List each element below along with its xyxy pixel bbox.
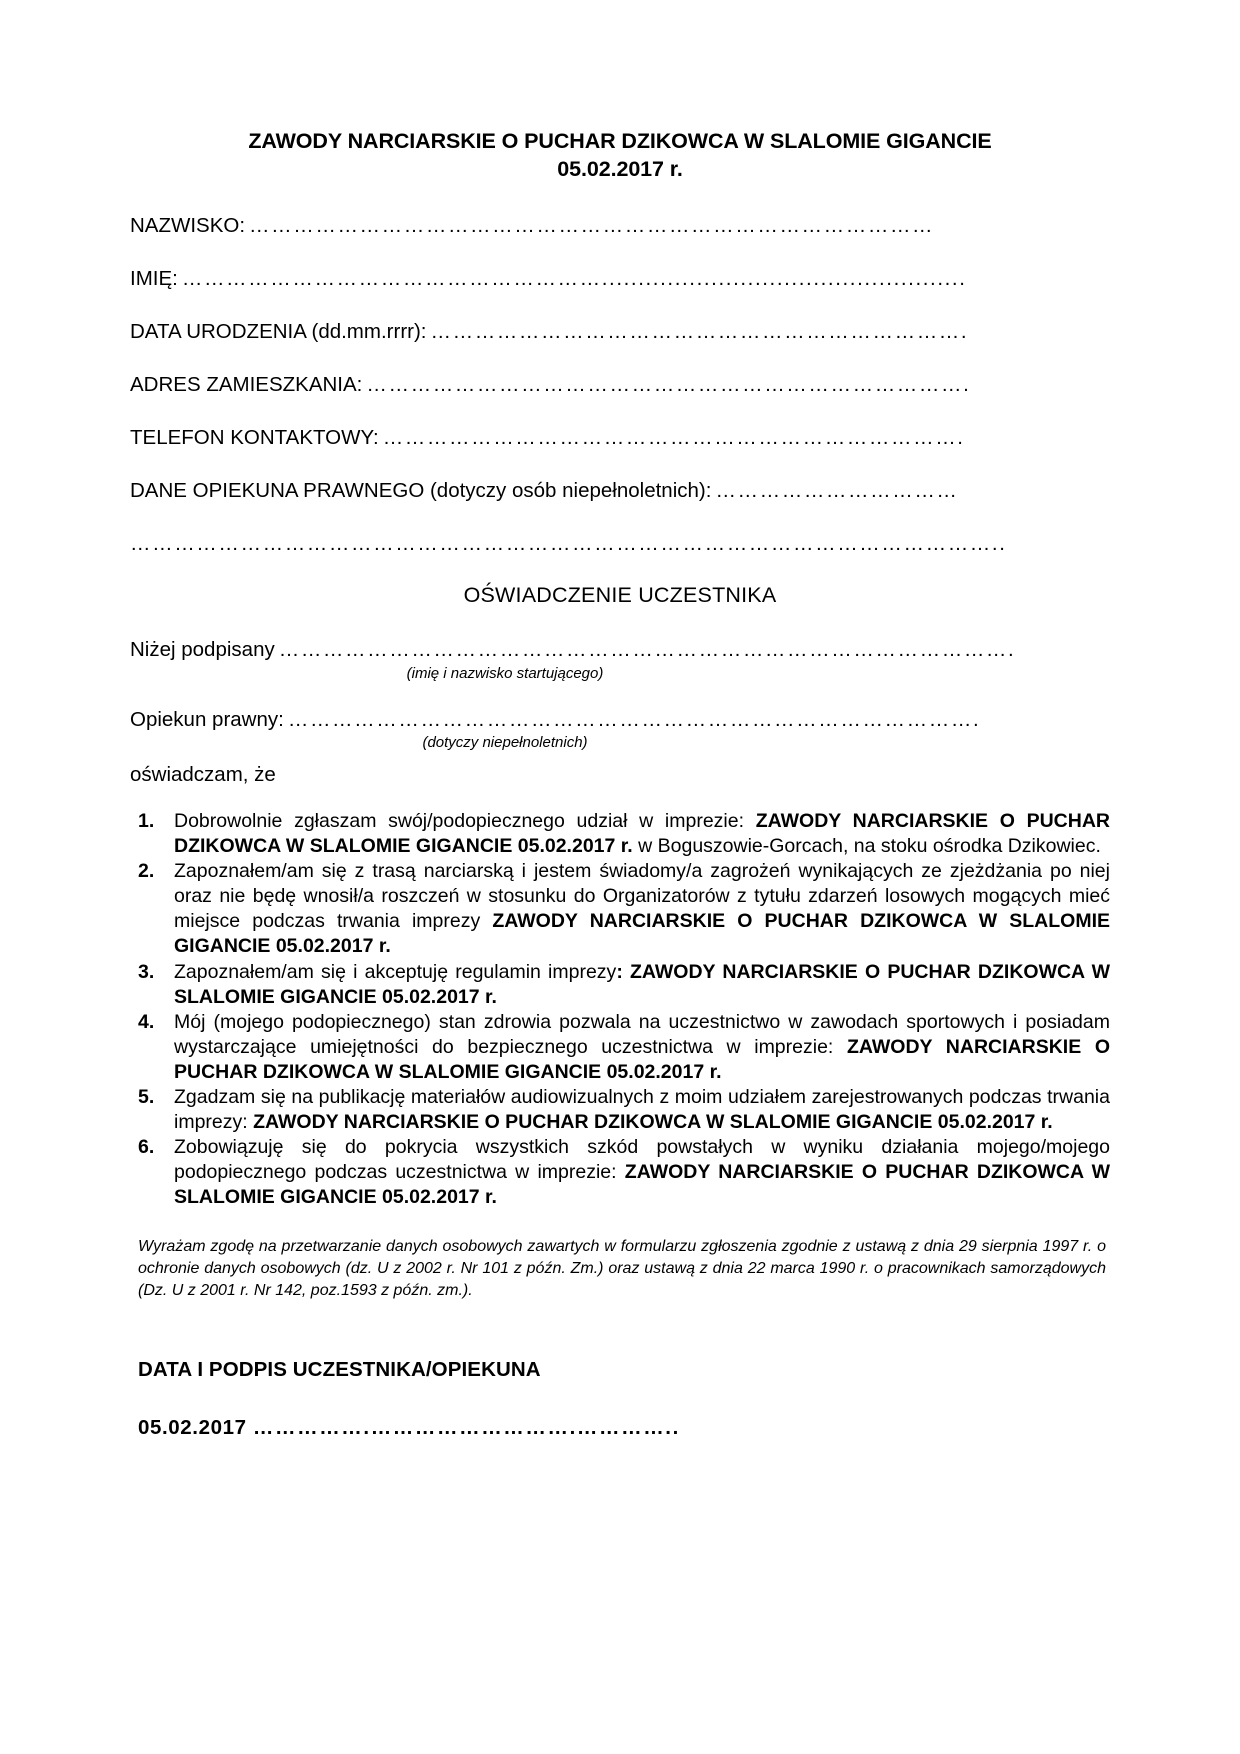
field-input-nazwisko[interactable]: …………………………………………………………………………………	[249, 213, 935, 237]
list-item-text-bold: ZAWODY NARCIARSKIE O PUCHAR DZIKOWCA W SLALOMIE GIGANCIE 05.02.2017 r.	[174, 910, 1110, 958]
signature-section-heading: DATA I PODPIS UCZESTNIKA/OPIEKUNA	[138, 1358, 541, 1382]
list-item-text-bold: ZAWODY NARCIARSKIE O PUCHAR DZIKOWCA W SLALOMIE GIGANCIE 05.02.2017 r.	[253, 1110, 1053, 1133]
page-title-line2: 05.02.2017 r.	[557, 156, 683, 181]
list-item-text-plain: Mój (mojego podopiecznego) stan zdrowia pozwala na uczestnictwo w zawodach sportowych i posiadam wystarczające umiejętności do bezpiecznego uczestnictwa w imprezie:	[174, 1010, 1110, 1058]
list-item	[130, 960, 1110, 1010]
participant-fields	[130, 214, 1110, 557]
list-item-text-plain: Zgadzam się na publikację materiałów audiowizualnych z moim udziałem zarejestrowanych podczas trwania imprezy:	[174, 1085, 1110, 1133]
signature-date-row	[130, 1416, 1110, 1440]
field-row-opiekun-prawny	[130, 479, 1110, 504]
list-item-text-plain-2: w Boguszowie-Gorcach, na stoku ośrodka Dzikowiec.	[632, 835, 1101, 858]
field-label-data-urodzenia: DATA URODZENIA (dd.mm.rrrr):	[130, 320, 427, 344]
signature-date-value: 05.02.2017	[138, 1416, 247, 1440]
section-heading-oswiadczenie: OŚWIADCZENIE UCZESTNIKA	[463, 583, 777, 608]
list-item-text-plain: Zapoznałem/am się i akceptuję regulamin imprezy	[174, 960, 617, 983]
field-label-adres: ADRES ZAMIESZKANIA:	[130, 373, 363, 397]
field-row-imie	[130, 267, 1110, 292]
list-item-text-plain: Zapoznałem/am się z trasą narciarską i jestem świadomy/a zagrożeń wynikających ze zjeżdżania po niej oraz nie będę wnosił/a roszczeń w stosunku do Organizatorów z tytułu zdarzeń losowych mogących mieć miejsce podczas trwania imprezy	[174, 860, 1110, 933]
guardian-row	[130, 708, 1110, 733]
field-input-opiekun-prawny[interactable]: ……………………………	[715, 479, 959, 503]
field-row-nazwisko	[130, 214, 1110, 239]
field-row-telefon	[130, 426, 1110, 451]
declaration-intro: oświadczam, że	[130, 763, 276, 787]
page-title-line1: ZAWODY NARCIARSKIE O PUCHAR DZIKOWCA W SLALOMIE GIGANCIE	[248, 129, 992, 153]
signature-input[interactable]: …………….……………………….…………..	[252, 1416, 680, 1440]
list-item	[130, 1085, 1110, 1135]
list-item-text-bold: ZAWODY NARCIARSKIE O PUCHAR DZIKOWCA W SLALOMIE GIGANCIE 05.02.2017 r.	[174, 810, 1110, 858]
list-item-text-plain: Zobowiązuję się do pokrycia wszystkich szkód powstałych w wyniku działania mojego/mojego podopiecznego podczas uczestnictwa w imprezie:	[174, 1135, 1110, 1183]
guardian-caption: (dotyczy niepełnoletnich)	[422, 734, 588, 752]
signatory-caption: (imię i nazwisko startującego)	[406, 664, 604, 682]
field-input-opiekun-prawny-continued[interactable]: ………………………………………………………………………………………………………..	[130, 532, 1007, 556]
field-label-nazwisko: NAZWISKO:	[130, 213, 246, 237]
field-row-data-urodzenia	[130, 320, 1110, 345]
signatory-label: Niżej podpisany	[130, 638, 275, 662]
page-title	[130, 128, 1110, 184]
list-item-text-bold: : ZAWODY NARCIARSKIE O PUCHAR DZIKOWCA W SLALOMIE GIGANCIE 05.02.2017 r.	[174, 960, 1110, 1008]
gdpr-consent-note: Wyrażam zgodę na przetwarzanie danych osobowych zawartych w formularzu zgłoszenia zgodnie z ustawą z dnia 29 sierpnia 1997 r. o ochronie danych osobowych (dz. U z 2002 r. Nr 101 z późn. Zm.) oraz ustawą z dnia 22 marca 1990 r. o pracownikach samorządowych (Dz. U z 2001 r. Nr 142, poz.1593 z późn. zm.).	[138, 1237, 1106, 1300]
list-item	[130, 1010, 1110, 1085]
field-label-opiekun-prawny: DANE OPIEKUNA PRAWNEGO (dotyczy osób niepełnoletnich):	[130, 479, 712, 503]
field-label-telefon: TELEFON KONTAKTOWY:	[130, 426, 379, 450]
signatory-row	[130, 638, 1110, 663]
signatory-input[interactable]: ……………………………………………………………………………………….	[278, 638, 1016, 662]
list-item	[130, 809, 1110, 859]
signatory-block	[130, 638, 1110, 682]
field-label-imie: IMIĘ:	[130, 266, 178, 290]
list-item	[130, 1135, 1110, 1210]
list-item-text-bold: ZAWODY NARCIARSKIE O PUCHAR DZIKOWCA W SLALOMIE GIGANCIE 05.02.2017 r.	[174, 1160, 1110, 1208]
list-item-text-plain: Dobrowolnie zgłaszam swój/podopiecznego udział w imprezie:	[174, 810, 756, 833]
list-item-text-bold: ZAWODY NARCIARSKIE O PUCHAR DZIKOWCA W SLALOMIE GIGANCIE 05.02.2017 r.	[174, 1035, 1110, 1083]
field-input-adres[interactable]: ……………………………………………………………………….	[366, 373, 971, 397]
field-input-imie[interactable]: …………………………………………………..................................................	[181, 266, 967, 290]
field-input-telefon[interactable]: …………………………………………………………………….	[382, 426, 965, 450]
guardian-input[interactable]: ………………………………………………………………………………….	[287, 707, 981, 731]
guardian-block	[130, 708, 1110, 752]
declaration-list	[130, 809, 1110, 1210]
list-item	[130, 859, 1110, 959]
field-row-adres	[130, 373, 1110, 398]
guardian-label: Opiekun prawny:	[130, 707, 284, 731]
field-input-data-urodzenia[interactable]: ……………………………………………………………….	[430, 320, 969, 344]
